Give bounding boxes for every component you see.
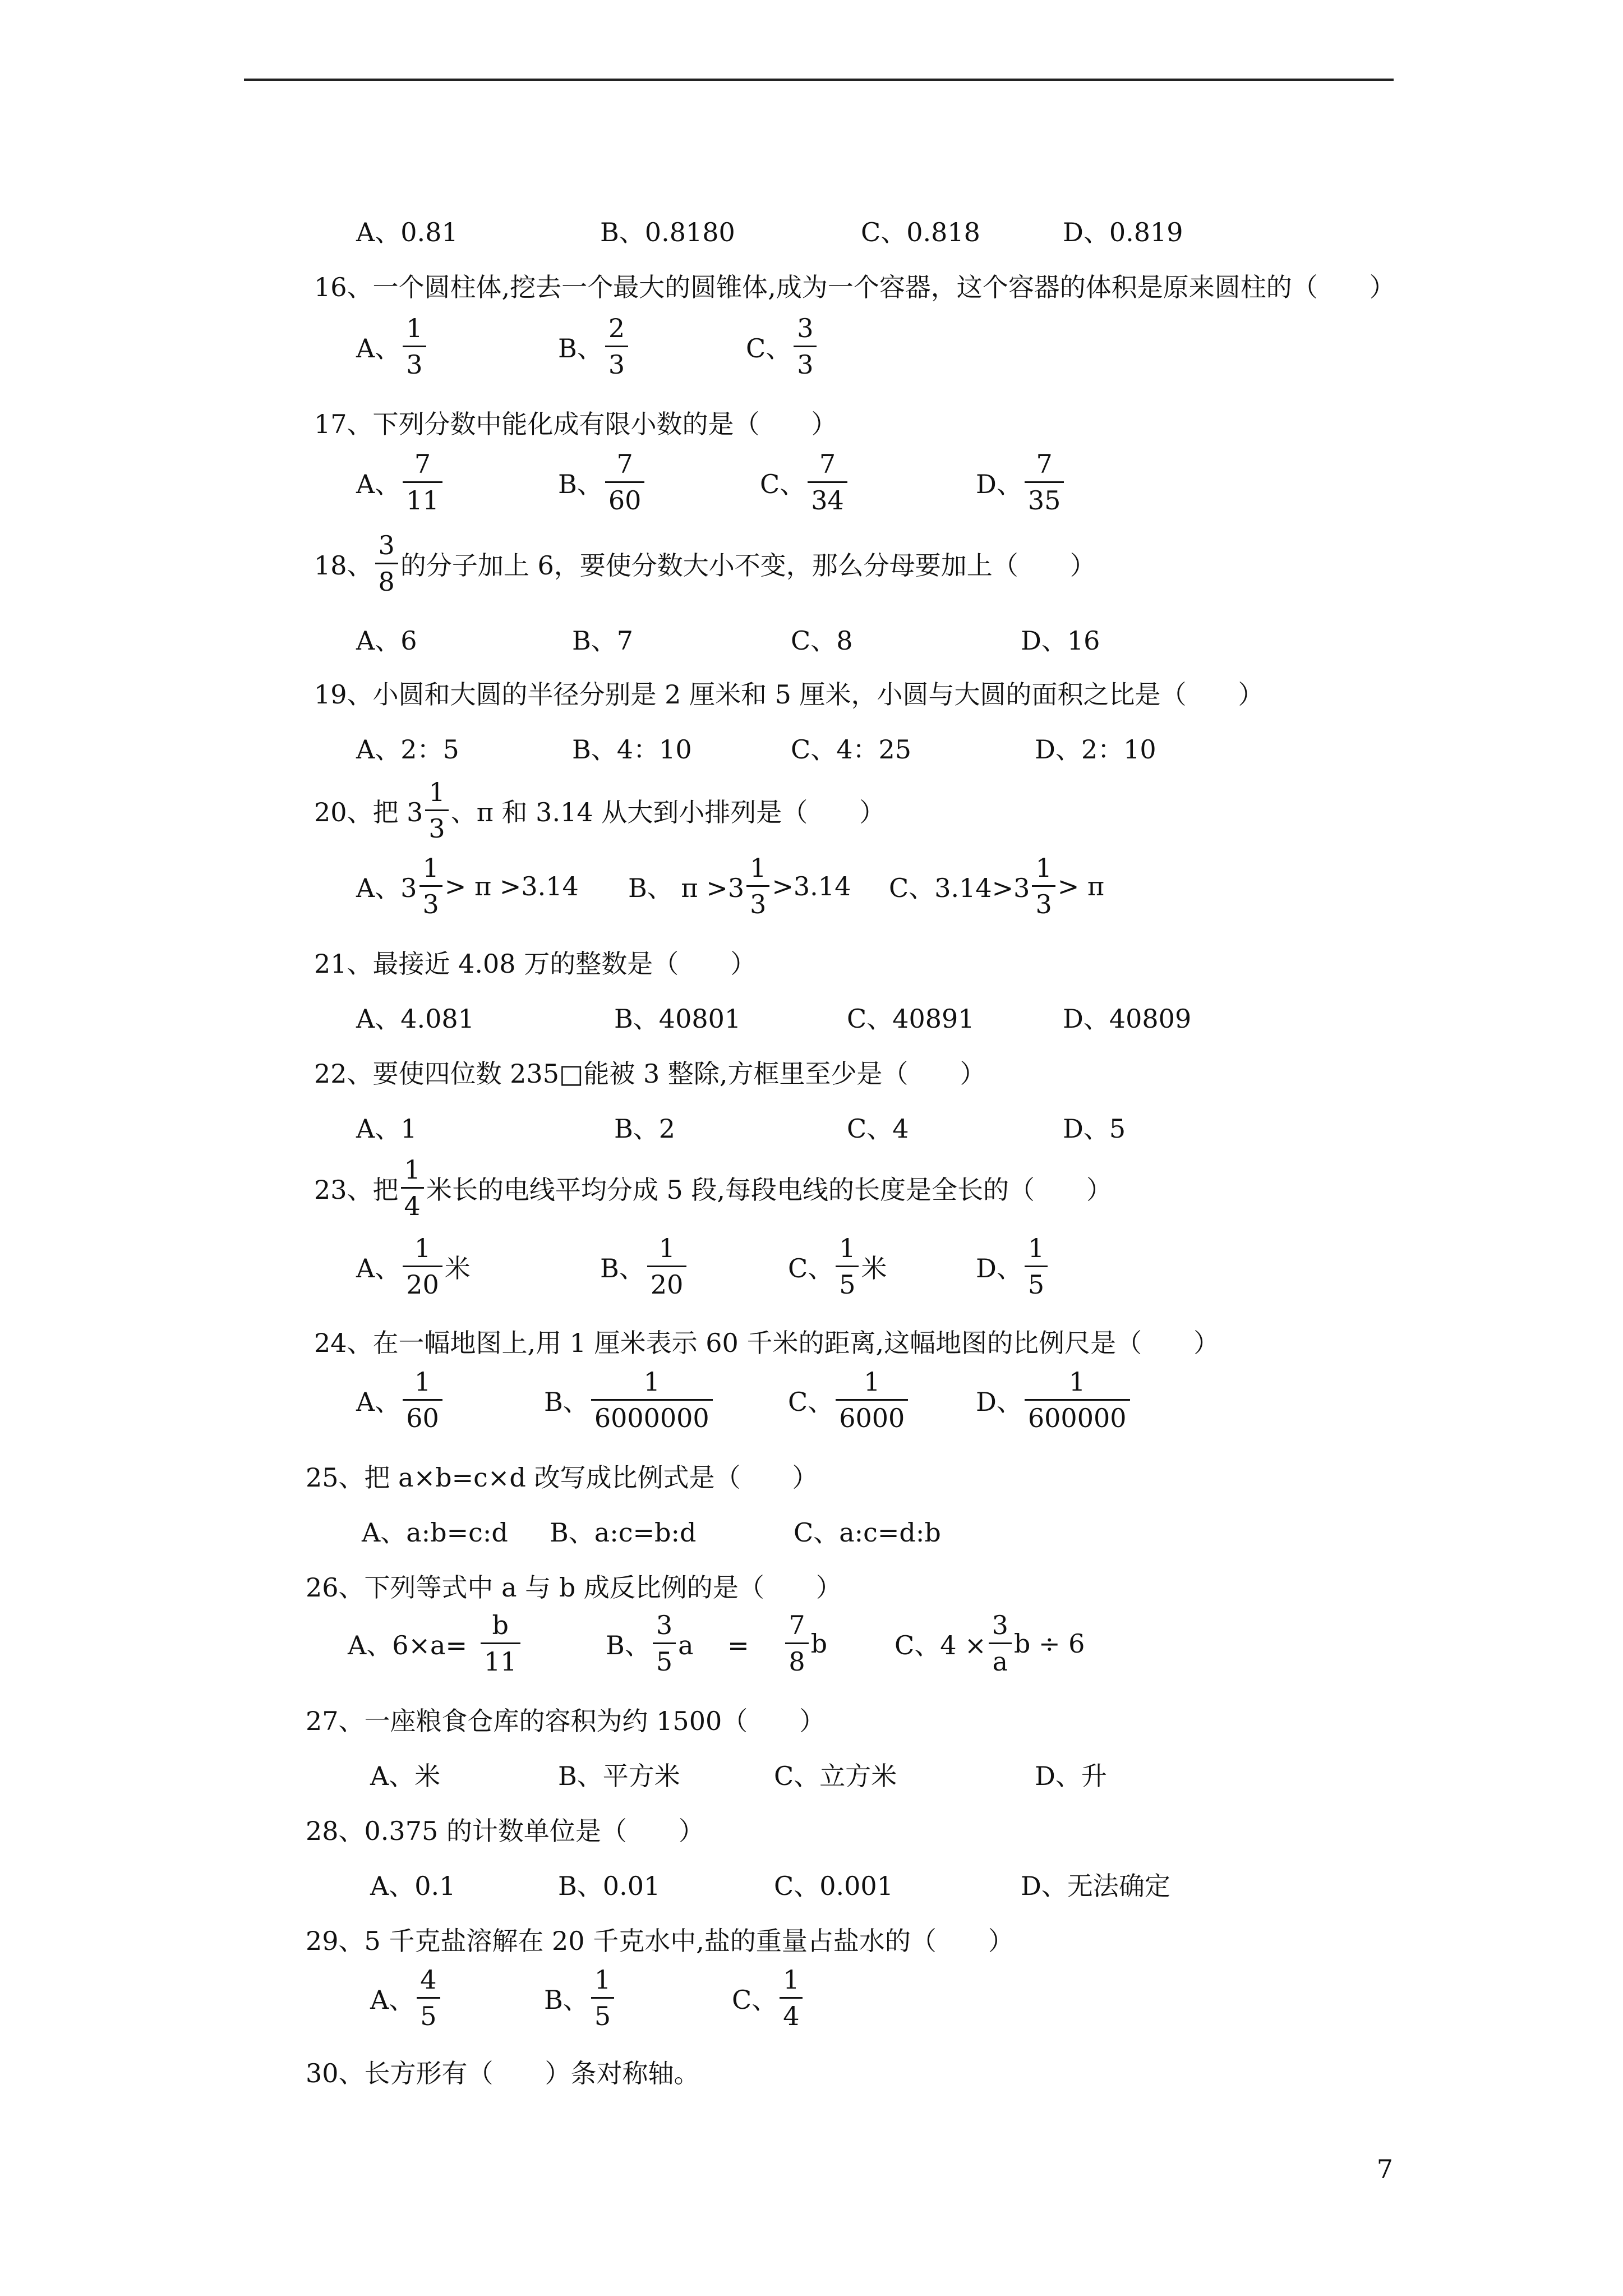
q28-option-a[interactable]: A、0.1	[370, 1871, 456, 1901]
q26-stem: 26、下列等式中 a 与 b 成反比例的是（ ）	[306, 1572, 842, 1603]
q19-option-a[interactable]: A、2：5	[356, 734, 459, 765]
q22-option-d[interactable]: D、5	[1063, 1114, 1126, 1144]
q25-stem: 25、把 a×b=c×d 改写成比例式是（ ）	[306, 1462, 818, 1493]
q19-stem: 19、小圆和大圆的半径分别是 2 厘米和 5 厘米，小圆与大圆的面积之比是（ ）	[314, 679, 1264, 710]
q20-option-b[interactable]: B、 π >3 $\frac{1}{3}$ >3.14	[628, 853, 851, 919]
q24-option-b[interactable]: B、 $\frac{1}{6000000}$	[544, 1366, 715, 1433]
q17-option-d[interactable]: D、 $\frac{7}{35}$	[976, 449, 1066, 516]
q27-option-b[interactable]: B、平方米	[558, 1761, 680, 1791]
q16-option-c[interactable]	[746, 313, 819, 380]
fraction: $\frac{3}{5}$	[653, 1610, 676, 1677]
fraction: $\frac{1}{600000}$	[1025, 1366, 1130, 1433]
fraction: $\frac{2}{3}$	[605, 313, 628, 380]
q28-stem: 28、0.375 的计数单位是（ ）	[306, 1816, 704, 1846]
option-label: C、	[746, 333, 792, 364]
q23-option-a[interactable]: A、 $\frac{1}{20}$ 米	[356, 1233, 471, 1300]
q18-option-d[interactable]: D、16	[1021, 625, 1100, 656]
option-label: A、	[356, 333, 401, 364]
fraction: $\frac{1}{3}$	[425, 777, 448, 844]
fraction: $\frac{7}{8}$	[785, 1610, 808, 1677]
q22-option-a[interactable]: A、1	[356, 1114, 417, 1144]
q15-option-c[interactable]: C、0.818	[861, 217, 980, 247]
q25-option-a[interactable]: A、a:b=c:d	[362, 1517, 508, 1548]
fraction: $\frac{1}{3}$	[403, 313, 426, 380]
q29-option-b[interactable]: B、 $\frac{1}{5}$	[544, 1964, 616, 2031]
q18-stem: 18、 $\frac{3}{8}$ 的分子加上 6，要使分数大小不变，那么分母要加上（ ）	[314, 530, 1096, 597]
q23-option-c[interactable]: C、 $\frac{1}{5}$ 米	[788, 1233, 887, 1300]
q16-option-a[interactable]	[356, 313, 428, 380]
fraction: $\frac{1}{3}$	[1032, 853, 1055, 919]
q18-option-b[interactable]: B、7	[572, 625, 634, 656]
q19-option-c[interactable]: C、4：25	[791, 734, 911, 765]
q24-stem: 24、在一幅地图上,用 1 厘米表示 60 千米的距离,这幅地图的比例尺是（ ）	[314, 1328, 1220, 1358]
q27-option-c[interactable]: C、立方米	[774, 1761, 897, 1791]
q24-option-c[interactable]: C、 $\frac{1}{6000}$	[788, 1366, 910, 1433]
q27-option-d[interactable]: D、升	[1035, 1761, 1107, 1791]
q15-option-d[interactable]: D、0.819	[1063, 217, 1183, 247]
q24-option-d[interactable]: D、 $\frac{1}{600000}$	[976, 1366, 1132, 1433]
q20-option-c[interactable]: C、3.14>3 $\frac{1}{3}$ > π	[889, 853, 1105, 919]
page-number: 7	[1376, 2154, 1393, 2184]
fraction: $\frac{1}{5}$	[1025, 1233, 1048, 1300]
q19-option-d[interactable]: D、2：10	[1035, 734, 1156, 765]
q25-option-c[interactable]: C、a:c=d:b	[794, 1517, 941, 1548]
q17-option-a[interactable]: A、 $\frac{7}{11}$	[356, 449, 445, 516]
fraction: $\frac{1}{20}$	[647, 1233, 687, 1300]
fraction: $\frac{1}{4}$	[780, 1964, 803, 2031]
fraction: $\frac{7}{11}$	[403, 449, 442, 516]
fraction: $\frac{1}{3}$	[419, 853, 442, 919]
q17-option-c[interactable]: C、 $\frac{7}{34}$	[760, 449, 850, 516]
q23-option-b[interactable]: B、 $\frac{1}{20}$	[600, 1233, 689, 1300]
fraction: $\frac{7}{34}$	[808, 449, 847, 516]
fraction: $\frac{3}{a}$	[989, 1610, 1012, 1677]
q26-option-c[interactable]: C、4 × $\frac{3}{a}$ b ÷ 6	[895, 1610, 1085, 1677]
q27-stem: 27、一座粮食仓库的容积为约 1500（ ）	[306, 1706, 826, 1736]
header-rule	[244, 79, 1394, 81]
fraction: $\frac{1}{5}$	[591, 1964, 614, 2031]
fraction: $\frac{1}{6000000}$	[591, 1366, 713, 1433]
q15-option-a[interactable]: A、0.81	[356, 217, 458, 247]
q28-option-b[interactable]: B、0.01	[558, 1871, 661, 1901]
option-label: B、	[558, 333, 603, 364]
q18-option-a[interactable]: A、6	[356, 625, 417, 656]
fraction: $\frac{3}{8}$	[375, 530, 398, 597]
q22-option-b[interactable]: B、2	[614, 1114, 676, 1144]
q21-option-d[interactable]: D、40809	[1063, 1004, 1192, 1034]
fraction: $\frac{1}{5}$	[836, 1233, 859, 1300]
q20-option-a[interactable]: A、3 $\frac{1}{3}$ > π >3.14	[356, 853, 579, 919]
q28-option-d[interactable]: D、无法确定	[1021, 1871, 1170, 1901]
q22-option-c[interactable]: C、4	[847, 1114, 909, 1144]
q21-option-b[interactable]: B、40801	[614, 1004, 741, 1034]
q23-option-d[interactable]: D、 $\frac{1}{5}$	[976, 1233, 1050, 1300]
q20-stem: 20、把 3 $\frac{1}{3}$ 、π 和 3.14 从大到小排列是（ ）	[314, 777, 886, 844]
q29-option-a[interactable]: A、 $\frac{4}{5}$	[370, 1964, 442, 2031]
q22-stem: 22、要使四位数 235□能被 3 整除,方框里至少是（ ）	[314, 1059, 986, 1089]
q29-stem: 29、5 千克盐溶解在 20 千克水中,盐的重量占盐水的（ ）	[306, 1926, 1014, 1956]
q26-option-b[interactable]: B、 $\frac{3}{5}$ a = $\frac{7}{8}$ b	[606, 1610, 828, 1677]
fraction: $\frac{1}{20}$	[403, 1233, 442, 1300]
q27-option-a[interactable]: A、米	[370, 1761, 441, 1791]
fraction: $\frac{7}{60}$	[605, 449, 645, 516]
q15-option-b[interactable]: B、0.8180	[600, 217, 735, 247]
q30-stem: 30、长方形有（ ）条对称轴。	[306, 2058, 700, 2088]
q21-option-a[interactable]: A、4.081	[356, 1004, 474, 1034]
q28-option-c[interactable]: C、0.001	[774, 1871, 893, 1901]
q21-option-c[interactable]: C、40891	[847, 1004, 975, 1034]
q17-option-b[interactable]: B、 $\frac{7}{60}$	[558, 449, 647, 516]
q26-option-a[interactable]: A、6×a= $\frac{b}{11}$	[348, 1610, 523, 1677]
fraction: $\frac{1}{3}$	[746, 853, 769, 919]
fraction: $\frac{3}{3}$	[794, 313, 817, 380]
fraction: $\frac{1}{4}$	[401, 1154, 424, 1221]
q24-option-a[interactable]: A、 $\frac{1}{60}$	[356, 1366, 445, 1433]
fraction: $\frac{7}{35}$	[1025, 449, 1064, 516]
q23-stem: 23、把 $\frac{1}{4}$ 米长的电线平均分成 5 段,每段电线的长度是全长的（ ）	[314, 1154, 1112, 1221]
q19-option-b[interactable]: B、4：10	[572, 734, 692, 765]
q17-stem: 17、下列分数中能化成有限小数的是（ ）	[314, 409, 837, 439]
q16-stem: 16、一个圆柱体,挖去一个最大的圆锥体,成为一个容器，这个容器的体积是原来圆柱的（ ）	[314, 272, 1395, 302]
fraction: $\frac{4}{5}$	[417, 1964, 440, 2031]
q16-option-b[interactable]	[558, 313, 630, 380]
q29-option-c[interactable]: C、 $\frac{1}{4}$	[732, 1964, 805, 2031]
q21-stem: 21、最接近 4.08 万的整数是（ ）	[314, 949, 757, 979]
q25-option-b[interactable]: B、a:c=b:d	[550, 1517, 697, 1548]
q18-option-c[interactable]: C、8	[791, 625, 853, 656]
fraction: $\frac{1}{6000}$	[836, 1366, 908, 1433]
fraction: $\frac{1}{60}$	[403, 1366, 442, 1433]
fraction: $\frac{b}{11}$	[481, 1610, 520, 1677]
